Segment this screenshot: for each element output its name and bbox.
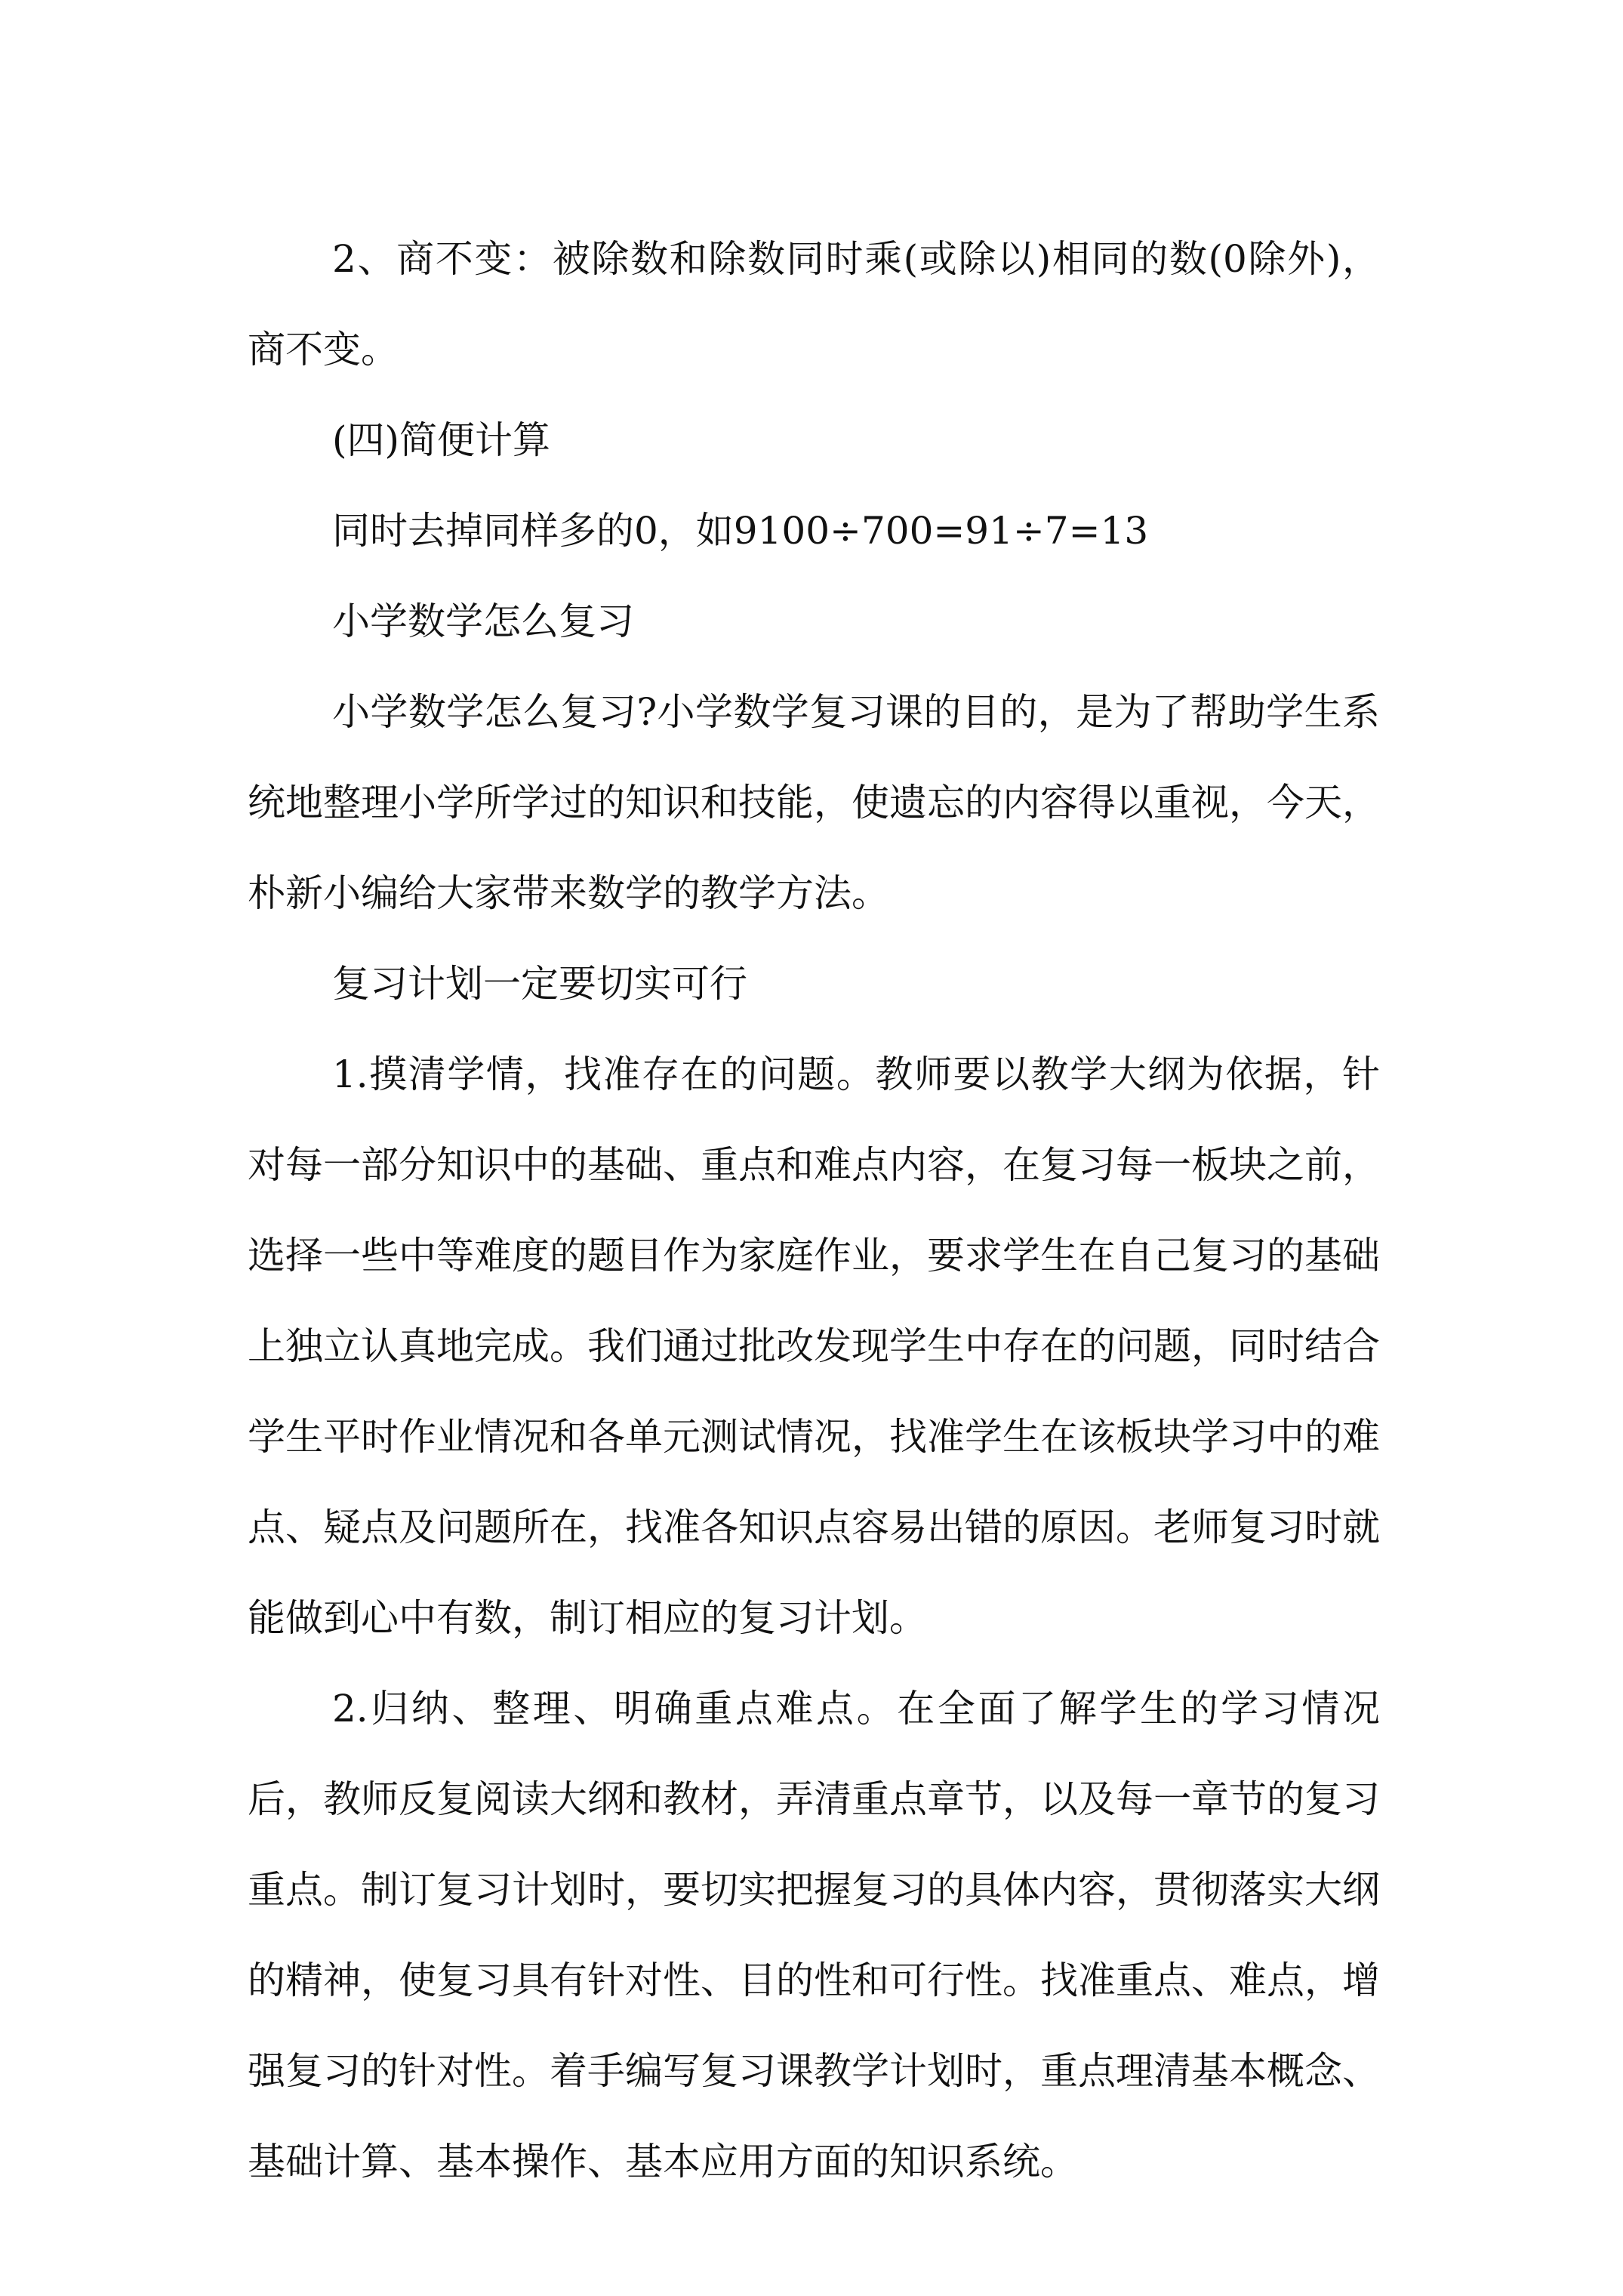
paragraph-quotient-rule: 2、商不变：被除数和除数同时乘(或除以)相同的数(0除外)，商不变。: [248, 237, 1380, 371]
paragraph-calc-example: 同时去掉同样多的0，如9100÷700=91÷7=13: [332, 509, 1149, 553]
paragraph-review-intro: 小学数学怎么复习?小学数学复习课的目的，是为了帮助学生系统地整理小学所学过的知识和技能，使遗忘的内容得以重视，今天，朴新小编给大家带来数学的教学方法。: [248, 690, 1380, 915]
paragraph-point-1: 1.摸清学情，找准存在的问题。教师要以教学大纲为依据，针对每一部分知识中的基础、重点和难点内容，在复习每一板块之前，选择一些中等难度的题目作为家庭作业，要求学生在自己复习的基础上独立认真地完成。我们通过批改发现学生中存在的问题，同时结合学生平时作业情况和各单元测试情况，找准学生在该板块学习中的难点、疑点及问题所在，找准各知识点容易出错的原因。老师复习时就能做到心中有数，制订相应的复习计划。: [248, 1052, 1380, 1640]
heading-review-plan: 复习计划一定要切实可行: [332, 962, 747, 1006]
heading-simple-calculation: (四)简便计算: [332, 418, 551, 462]
paragraph-point-2: 2.归纳、整理、明确重点难点。在全面了解学生的学习情况后，教师反复阅读大纲和教材，弄清重点章节，以及每一章节的复习重点。制订复习计划时，要切实把握复习的具体内容，贯彻落实大纲的精神，使复习具有针对性、目的性和可行性。找准重点、难点，增强复习的针对性。着手编写复习课教学计划时，重点理清基本概念、基础计算、基本操作、基本应用方面的知识系统。: [248, 1687, 1380, 2184]
heading-how-to-review: 小学数学怎么复习: [332, 599, 634, 643]
document-body: [248, 214, 1380, 2207]
